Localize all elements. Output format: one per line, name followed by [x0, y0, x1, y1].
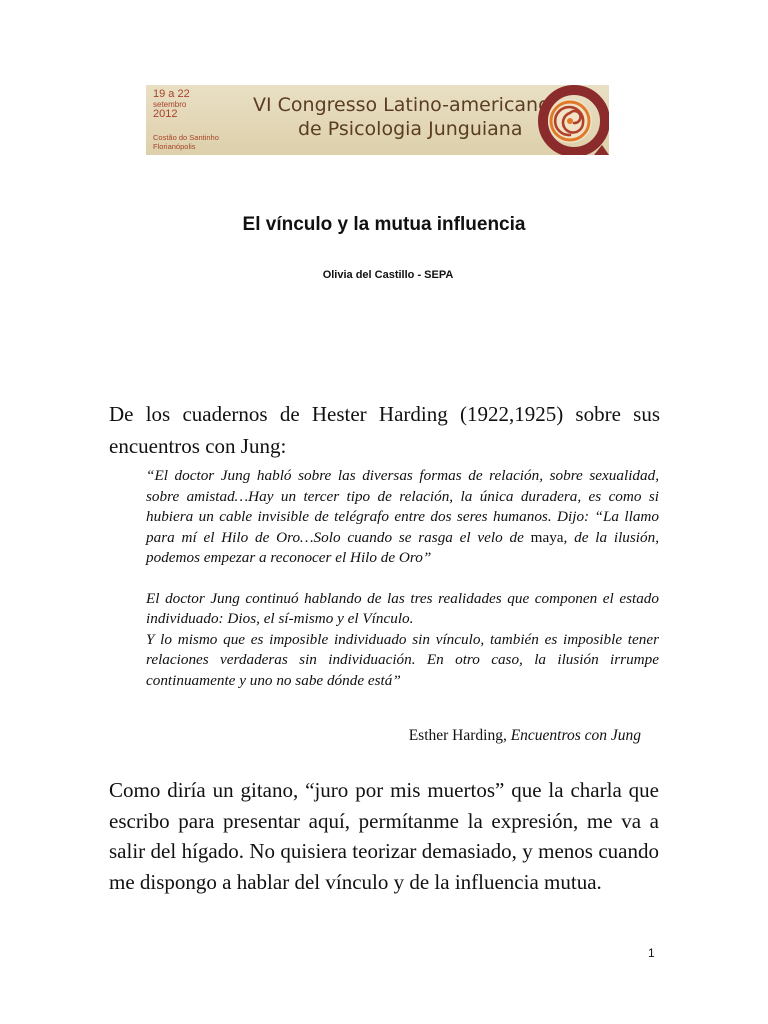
event-place [153, 134, 219, 151]
block-quote [146, 466, 659, 691]
quote-paragraph-3: Y lo mismo que es imposible individuado sin vínculo, también es imposible tener relaciones verdaderas sin individuación. En otro caso, la ilusión irrumpe continuamente y uno no sabe dónde está” [146, 630, 659, 689]
document-title: El vínculo y la mutua influencia [242, 214, 526, 235]
event-city: Florianópolis [153, 141, 196, 151]
banner-title-line1: VI Congresso Latino-americano [253, 94, 550, 116]
event-month: setembro [153, 99, 187, 109]
quote-maya: maya [530, 528, 564, 546]
quote-paragraph-2: El doctor Jung continuó hablando de las tres realidades que componen el estado individuado: Dios, el sí-mismo y el Vínculo. [146, 589, 659, 627]
attribution-author: Esther Harding, [408, 727, 511, 744]
quote-text-1c: , de la ilusión, podemos empezar a reconocer el Hilo de Oro” [146, 528, 659, 566]
attribution-work: Encuentros con Jung [510, 727, 641, 744]
quote-paragraph-1 [146, 466, 659, 569]
event-year: 2012 [153, 107, 178, 120]
quote-text-1a: “El doctor Jung habló sobre las diversas formas de relación, sobre sexualidad, sobre amistad…Hay un tercer tipo de relación, la única duradera, es como si hubiera un cable invisible de telégrafo entre dos seres humanos. Dijo: “La llamo para mí el Hilo de Oro…Solo cuando se rasga el velo de [146, 467, 659, 546]
event-dates [153, 89, 190, 120]
banner-title-line2: de Psicologia Junguiana [298, 118, 523, 140]
event-days: 19 a 22 [153, 88, 190, 100]
page-number: 1 [648, 946, 655, 960]
intro-paragraph: De los cuadernos de Hester Harding (1922,1925) sobre sus encuentros con Jung: [109, 402, 660, 458]
body-paragraph: Como diría un gitano, “juro por mis muertos” que la charla que escribo para presentar aquí, permítanme la expresión, me va a salir del hígado. No quisiera teorizar demasiado, y menos cuando me dispongo a hablar del vínculo y de la influencia mutua. [109, 778, 659, 894]
spiral-logo-icon [530, 85, 609, 155]
event-venue: Costão do Santinho [153, 133, 219, 142]
document-author: Olivia del Castillo - SEPA [322, 269, 454, 281]
congress-banner [146, 85, 609, 155]
quote-attribution [0, 727, 641, 745]
